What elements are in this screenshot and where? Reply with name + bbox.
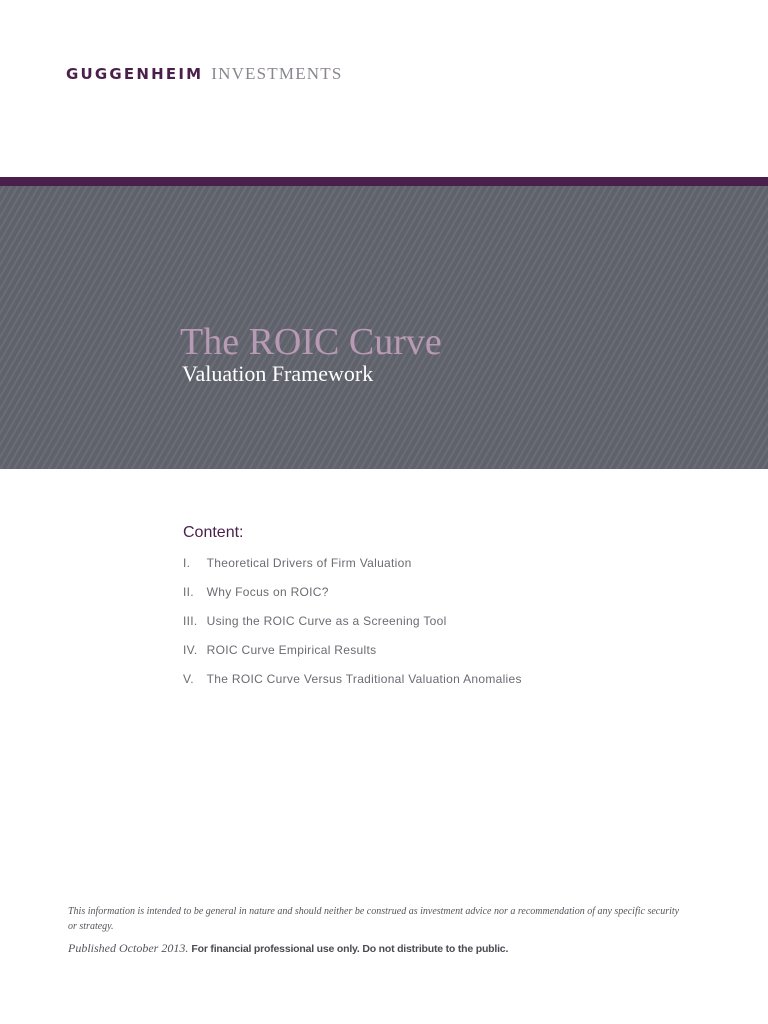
logo-sub-text: INVESTMENTS [211, 64, 343, 83]
contents-item-label: Why Focus on ROIC? [206, 585, 329, 599]
contents-item [183, 556, 522, 585]
disclaimer-text: This information is intended to be general in nature and should neither be construed as investment advice nor a recommendation of any specific security or strategy. [68, 906, 680, 932]
logo-brand-text: GUGGENHEIM [66, 65, 204, 83]
document-subtitle: Valuation Framework [182, 361, 374, 386]
contents-item-number: IV. [183, 643, 198, 657]
contents-item-number: V. [183, 672, 194, 686]
contents-item-number: I. [183, 556, 191, 570]
document-title: The ROIC Curve [180, 321, 442, 363]
contents-item [183, 672, 522, 701]
contents-item-number: II. [183, 585, 194, 599]
contents-item [183, 614, 522, 643]
banner-top-rule [0, 177, 768, 186]
contents-heading: Content: [183, 524, 244, 541]
contents-item-label: Using the ROIC Curve as a Screening Tool [206, 614, 447, 628]
publication-line [68, 941, 508, 956]
published-date: Published October 2013. [68, 941, 189, 955]
contents-item-label: The ROIC Curve Versus Traditional Valuation Anomalies [206, 672, 522, 686]
distribution-notice: For financial professional use only. Do not distribute to the public. [191, 943, 509, 955]
company-logo [66, 64, 343, 84]
contents-list [183, 556, 522, 701]
contents-item [183, 585, 522, 614]
contents-item-number: III. [183, 614, 198, 628]
contents-item-label: ROIC Curve Empirical Results [206, 643, 377, 657]
contents-item [183, 643, 522, 672]
contents-item-label: Theoretical Drivers of Firm Valuation [206, 556, 412, 570]
